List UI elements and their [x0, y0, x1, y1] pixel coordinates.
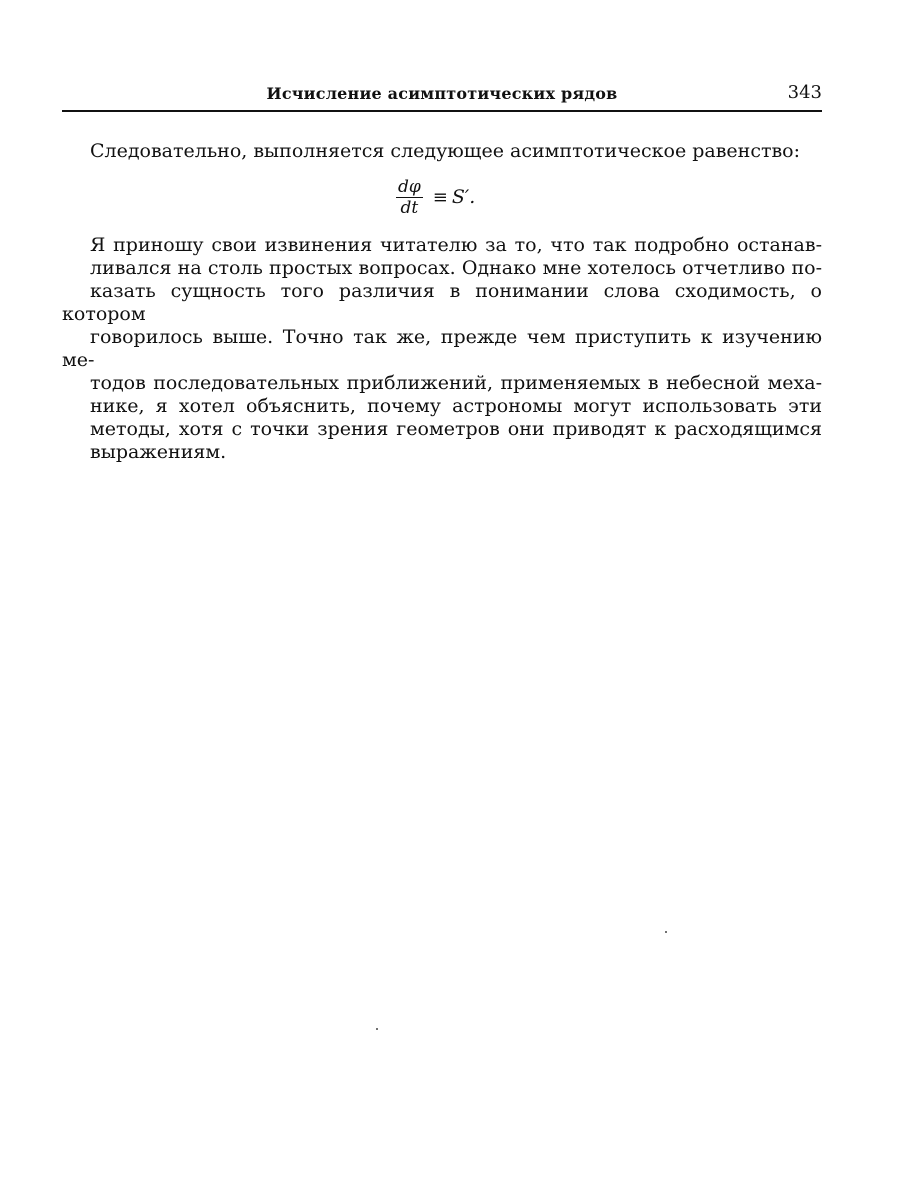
- paragraph-line: тодов последовательных приближений, применяемых в небесной меха-: [90, 372, 822, 394]
- running-head: [62, 82, 822, 108]
- scan-speck: [665, 931, 667, 933]
- fraction-denominator: dt: [400, 197, 419, 218]
- scan-speck: [376, 1028, 378, 1030]
- formula-rhs: S′.: [451, 186, 476, 208]
- paragraph-2: [62, 234, 822, 464]
- paragraph-line: Я приношу свои извинения читателю за то, что так подробно останав-: [90, 234, 822, 256]
- running-title: Исчисление асимптотических рядов: [266, 84, 618, 103]
- header-rule: [62, 110, 822, 112]
- paragraph-line: нике, я хотел объяснить, почему астрономы могут использовать эти: [90, 395, 822, 417]
- paragraph-line: Следовательно, выполняется следующее асимптотическое равенство:: [90, 140, 801, 162]
- fraction: [396, 178, 423, 217]
- paragraph-line: методы, хотя с точки зрения геометров они приводят к расходящимся: [90, 418, 822, 440]
- equivalence-sign: ≡: [432, 186, 448, 208]
- paragraph-1: [90, 140, 822, 163]
- paragraph-line: выражениям.: [90, 441, 227, 463]
- paragraph-line: ливался на столь простых вопросах. Однако мне хотелось отчетливо по-: [90, 257, 822, 279]
- formula: [396, 174, 475, 220]
- paragraph-line: говорилось выше. Точно так же, прежде чем приступить к изучению ме-: [62, 326, 822, 371]
- page-number: 343: [787, 82, 822, 103]
- fraction-numerator: dφ: [398, 176, 421, 197]
- paragraph-line: казать сущность того различия в понимании слова сходимость, о котором: [62, 280, 822, 325]
